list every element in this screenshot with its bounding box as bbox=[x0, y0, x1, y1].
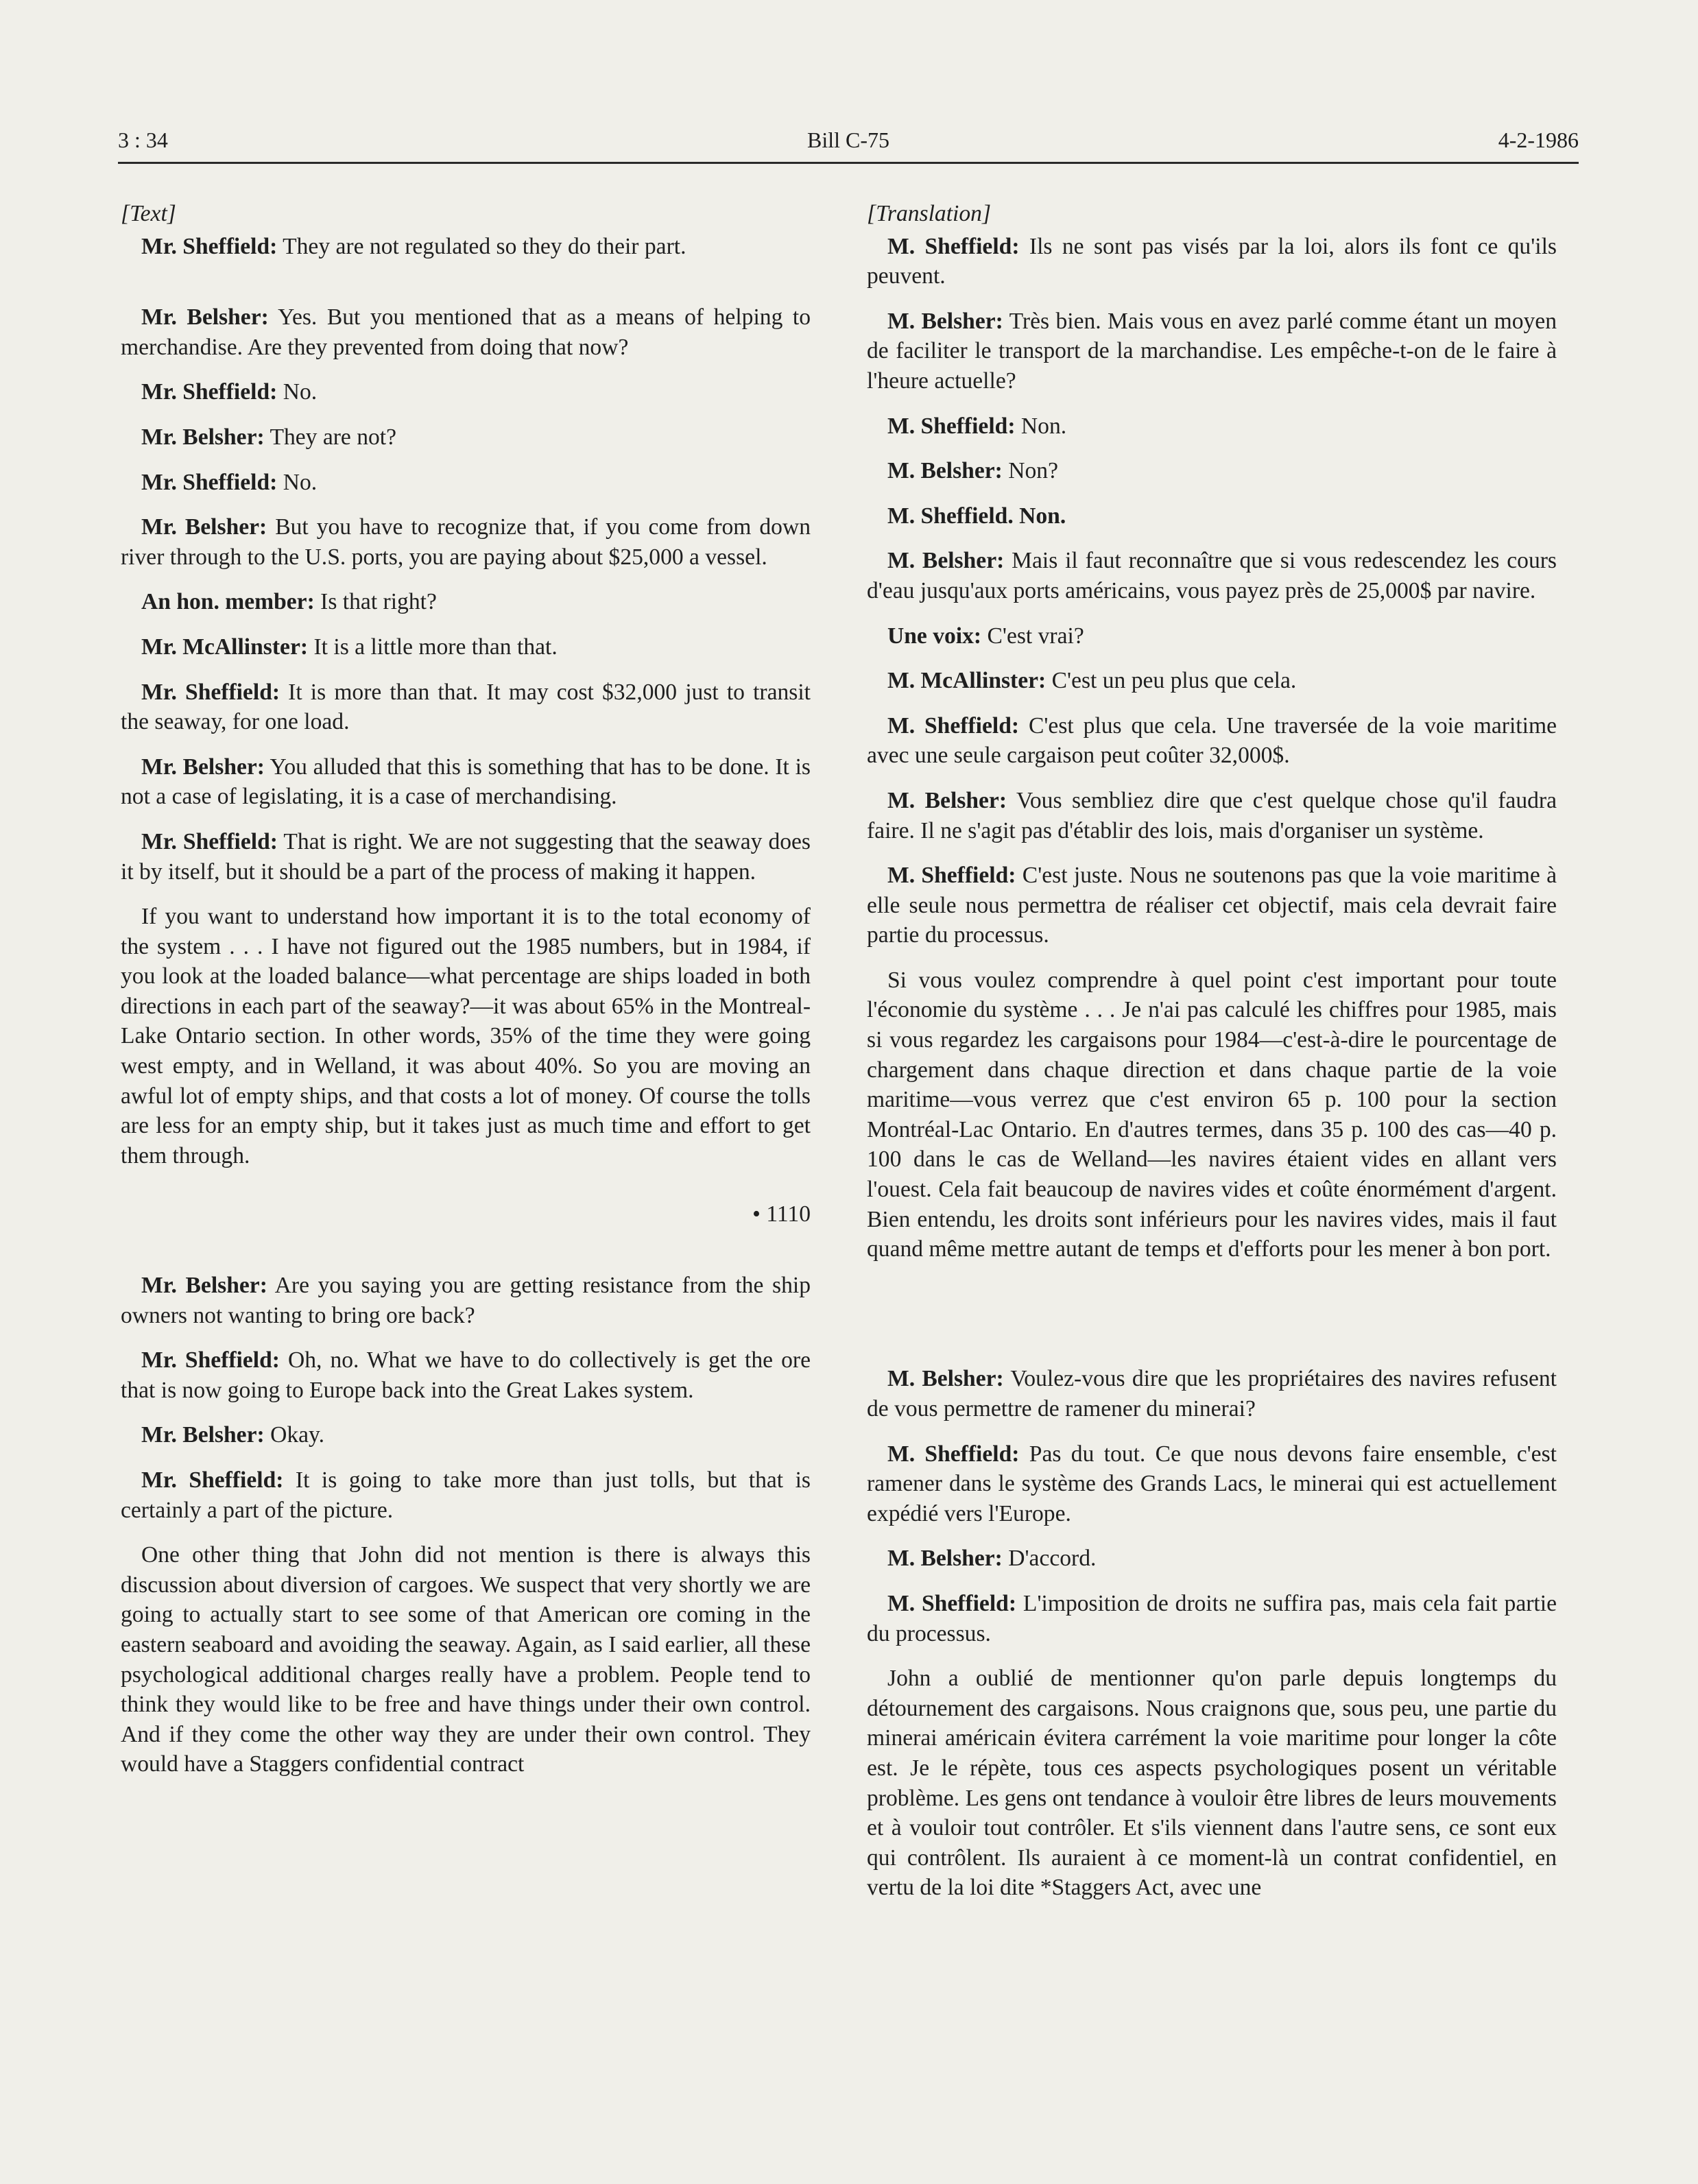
speaker-name: M. McAllinster: bbox=[887, 668, 1047, 694]
paragraph bbox=[867, 1439, 1557, 1529]
paragraph bbox=[867, 1544, 1557, 1574]
speaker-name: M. Belsher: bbox=[887, 787, 1007, 813]
header-rule bbox=[118, 162, 1579, 164]
speaker-name: M. Belsher: bbox=[887, 1546, 1003, 1572]
speech-text: It is going to take more than just tolls, but that is certainly a part of the picture. bbox=[121, 1467, 811, 1523]
speaker-name: Mr. Belsher: bbox=[141, 1422, 265, 1448]
paragraph bbox=[121, 587, 811, 617]
paragraph bbox=[867, 1589, 1557, 1648]
speaker-name: Mr. Sheffield: bbox=[141, 469, 278, 495]
paragraph bbox=[121, 468, 811, 498]
paragraph bbox=[121, 1271, 811, 1330]
speech-text: You alluded that this is something that has to be done. It is not a case of legislating, it is a case of merchandising. bbox=[121, 754, 811, 810]
paragraph bbox=[867, 232, 1557, 291]
speech-text: Yes. But you mentioned that as a means of helping to merchandise. Are they prevented from doing that now? bbox=[121, 304, 811, 360]
speaker-name: M. Sheffield: bbox=[887, 413, 1016, 439]
speech-text: Vous sembliez dire que c'est quelque chose qu'il faudra faire. Il ne s'agit pas d'établir des lois, mais d'organiser un système. bbox=[867, 787, 1557, 843]
paragraph bbox=[121, 1465, 811, 1525]
speech-text: It is more than that. It may cost $32,000 just to transit the seaway, for one load. bbox=[121, 679, 811, 735]
speaker-name: M. Belsher: bbox=[887, 548, 1005, 574]
speaker-name: M. Sheffield: bbox=[887, 863, 1016, 889]
speech-text: Non. bbox=[1015, 413, 1067, 439]
speaker-name: Mr. Sheffield: bbox=[141, 379, 278, 405]
speaker-name: Mr. Belsher: bbox=[141, 1273, 267, 1299]
paragraph bbox=[121, 1420, 811, 1450]
speaker-name: M. Sheffield: bbox=[887, 233, 1020, 259]
paragraph bbox=[867, 1664, 1557, 1903]
speaker-name: Mr. Sheffield: bbox=[141, 1467, 284, 1493]
paragraph bbox=[867, 456, 1557, 486]
speaker-name: Mr. Belsher: bbox=[141, 754, 265, 780]
speaker-name: Mr. Sheffield: bbox=[141, 1347, 280, 1373]
paragraph bbox=[121, 902, 811, 1171]
speech-text: Pas du tout. Ce que nous devons faire ensemble, c'est ramener dans le système des Grands Lacs, le minerai qui est actuellement expédié vers l'Europe. bbox=[867, 1441, 1557, 1526]
paragraph bbox=[867, 501, 1557, 531]
paragraph bbox=[121, 1345, 811, 1405]
speech-text: Is that right? bbox=[314, 589, 437, 615]
paragraph bbox=[867, 307, 1557, 396]
speaker-name: M. Sheffield. Non. bbox=[887, 503, 1066, 529]
speech-text: Are you saying you are getting resistance from the ship owners not wanting to bring ore back? bbox=[121, 1273, 811, 1328]
speaker-name: M. Belsher: bbox=[887, 1366, 1004, 1392]
text-label: [Text] bbox=[121, 201, 176, 226]
paragraph bbox=[121, 752, 811, 812]
paragraph bbox=[121, 377, 811, 407]
page-header bbox=[118, 128, 1579, 160]
english-paragraphs bbox=[121, 232, 811, 1171]
speech-text: If you want to understand how important it is to the total economy of the system . . . I have not figured out the 1985 numbers, but in 1984, if you look at the loaded balance—what percentage are ships loaded in both directions in each part of the seaway?—it was about 65% in the Montreal-Lake Ontario section. In other words, 35% of the time they were going west empty, and in Welland, it was about 40%. So you are moving an awful lot of empty ships, and that costs a lot of money. Of course the tolls are less for an empty ship, but it takes just as much time and effort to get them through. bbox=[121, 904, 811, 1168]
paragraph bbox=[867, 411, 1557, 442]
paragraph bbox=[121, 512, 811, 572]
speech-text: Non? bbox=[1002, 458, 1058, 484]
speaker-name: Mr. McAllinster: bbox=[141, 634, 309, 660]
speech-text: No. bbox=[277, 469, 318, 495]
speech-text: Très bien. Mais vous en avez parlé comme étant un moyen de faciliter le transport de la marchandise. Les empêche-t-on de le faire à l'heure actuelle? bbox=[867, 308, 1557, 394]
paragraph bbox=[121, 302, 811, 362]
document-date: 4-2-1986 bbox=[1498, 128, 1579, 152]
paragraph bbox=[121, 422, 811, 453]
speaker-name: M. Sheffield: bbox=[887, 1441, 1020, 1467]
speech-text: C'est un peu plus que cela. bbox=[1046, 668, 1297, 694]
speaker-name: Mr. Belsher: bbox=[141, 424, 265, 450]
speech-text: Si vous voulez comprendre à quel point c'est important pour toute l'économie du système . . . Je n'ai pas calculé les chiffres pour 1985, mais si vous regardez les cargaisons pour 1984—c'est-à-dire le pourcentage de chargement dans chaque direction et dans chaque partie de la voie maritime—vous verrez que c'est environ 65 p. 100 pour la section Montréal-Lac Ontario. En d'autres termes, dans 35 p. 100 des cas—40 p. 100 dans le cas de Welland—les navires étaient vides en allant vers l'ouest. Cela fait beaucoup de navires vides et coûte énormément d'argent. Bien entendu, les droits sont inférieurs pour les navires vides, mais il faut quand même mettre autant de temps et d'efforts pour les mener à bon port. bbox=[867, 967, 1557, 1262]
speaker-name: M. Belsher: bbox=[887, 458, 1003, 484]
speech-text: They are not? bbox=[264, 424, 397, 450]
speaker-name: Une voix: bbox=[887, 623, 982, 649]
speech-text: No. bbox=[277, 379, 318, 405]
document-title: Bill C-75 bbox=[806, 128, 889, 152]
english-column bbox=[121, 199, 811, 1795]
english-paragraphs-continued bbox=[121, 1271, 811, 1779]
speech-text: Voulez-vous dire que les propriétaires des navires refusent de vous permettre de ramener du minerai? bbox=[867, 1366, 1557, 1421]
paragraph bbox=[867, 711, 1557, 771]
french-paragraphs bbox=[867, 232, 1557, 1264]
speaker-name: Mr. Sheffield: bbox=[141, 679, 280, 705]
paragraph bbox=[121, 827, 811, 887]
paragraph bbox=[867, 861, 1557, 950]
page-number: 3 : 34 bbox=[118, 128, 168, 152]
speech-text: Okay. bbox=[264, 1422, 325, 1448]
paragraph bbox=[867, 965, 1557, 1264]
speech-text: One other thing that John did not mention is there is always this discussion about diversion of cargoes. We suspect that very shortly we are going to actually start to see some of that American ore coming in the eastern seaboard and avoiding the seaway. Again, as I said earlier, all these psychological additional charges really have a problem. People tend to think they would like to be free and have things under their own control. And if they come the other way they are under their own control. They would have a Staggers confidential contract bbox=[121, 1542, 811, 1777]
speaker-name: Mr. Sheffield: bbox=[141, 828, 278, 854]
speaker-name: Mr. Belsher: bbox=[141, 304, 269, 331]
speech-text: D'accord. bbox=[1002, 1546, 1097, 1572]
speaker-name: An hon. member: bbox=[141, 589, 315, 615]
translation-label: [Translation] bbox=[867, 201, 992, 226]
paragraph bbox=[121, 632, 811, 662]
paragraph bbox=[867, 786, 1557, 845]
paragraph bbox=[867, 666, 1557, 696]
speech-text: C'est juste. Nous ne soutenons pas que la voie maritime à elle seule nous permettra de réaliser cet objectif, mais cela devrait faire partie du processus. bbox=[867, 863, 1557, 948]
paragraph bbox=[867, 546, 1557, 605]
paragraph bbox=[121, 677, 811, 737]
speaker-name: Mr. Belsher: bbox=[141, 514, 267, 540]
speaker-name: M. Sheffield: bbox=[887, 1590, 1017, 1616]
speech-text: They are not regulated so they do their part. bbox=[277, 233, 686, 259]
paragraph bbox=[121, 1540, 811, 1779]
speech-text: C'est vrai? bbox=[981, 623, 1084, 649]
speech-text: L'imposition de droits ne suffira pas, mais cela fait partie du processus. bbox=[867, 1590, 1557, 1646]
paragraph bbox=[867, 621, 1557, 651]
time-marker: • 1110 bbox=[752, 1201, 811, 1227]
french-column bbox=[867, 199, 1557, 1918]
speaker-name: M. Belsher: bbox=[887, 308, 1003, 334]
speech-text: Ils ne sont pas visés par la loi, alors ils font ce qu'ils peuvent. bbox=[867, 233, 1557, 289]
speech-text: That is right. We are not suggesting that the seaway does it by itself, but it should be a part of the process of making it happen. bbox=[121, 828, 811, 885]
paragraph bbox=[867, 1364, 1557, 1424]
speech-text: It is a little more than that. bbox=[308, 634, 558, 660]
speech-text: Oh, no. What we have to do collectively is get the ore that is now going to Europe back into the Great Lakes system. bbox=[121, 1347, 811, 1403]
speaker-name: Mr. Sheffield: bbox=[141, 233, 278, 259]
speaker-name: M. Sheffield: bbox=[887, 712, 1020, 739]
speech-text: C'est plus que cela. Une traversée de la voie maritime avec une seule cargaison peut coûter 32,000$. bbox=[867, 712, 1557, 769]
paragraph bbox=[121, 232, 811, 262]
speech-text: John a oublié de mentionner qu'on parle depuis longtemps du détournement des cargaisons. Nous craignons que, sous peu, une partie du minerai américain évitera carrément la voie maritime pour longer la côte est. Je le répète, tous ces aspects psychologiques posent un véritable problème. Les gens ont tendance à vouloir être libres de leurs mouvements et à vouloir tout contrôler. Et s'ils viennent dans l'autre sens, ce sont eux qui contrôlent. Ils auraient à ce moment-là un contrat confidentiel, en vertu de la loi dite *Staggers Act, avec une bbox=[867, 1666, 1557, 1901]
speech-text: Mais il faut reconnaître que si vous redescendez les cours d'eau jusqu'aux ports américains, vous payez près de 25,000$ par navire. bbox=[867, 548, 1557, 603]
french-paragraphs-continued bbox=[867, 1364, 1557, 1903]
speech-text: But you have to recognize that, if you come from down river through to the U.S. ports, you are paying about $25,000 a vessel. bbox=[121, 514, 811, 570]
